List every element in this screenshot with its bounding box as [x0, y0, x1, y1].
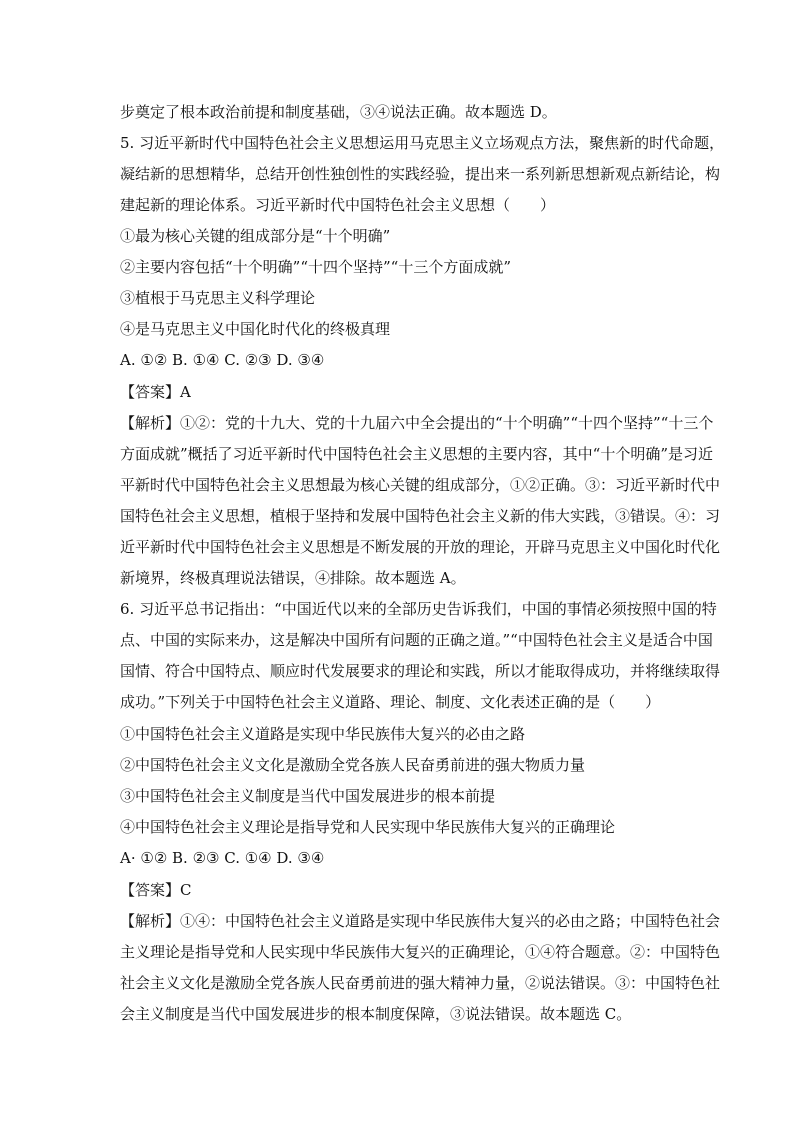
question-6-statement: ④中国特色社会主义理论是指导党和人民实现中华民族伟大复兴的正确理论 [120, 818, 616, 836]
question-6-analysis-line: 主义理论是指导党和人民实现中华民族伟大复兴的正确理论，①④符合题意。②：中国特色 [120, 943, 721, 961]
question-6-options: A· ①② B. ②③ C. ①④ D. ③④ [120, 849, 325, 867]
question-5-stem-line: 凝结新的思想精华，总结开创性独创性的实践经验，提出来一系列新思想新观点新结论，构 [120, 165, 721, 183]
question-5-analysis-line: 近平新时代中国特色社会主义思想是不断发展的开放的理论，开辟马克思主义中国化时代化 [120, 538, 721, 556]
question-5-statement: ④是马克思主义中国化时代化的终极真理 [120, 320, 391, 338]
question-5-analysis-line: 方面成就”概括了习近平新时代中国特色社会主义思想的主要内容，其中“十个明确”是习近 [120, 445, 714, 463]
question-5-options: A. ①② B. ①④ C. ②③ D. ③④ [120, 351, 325, 369]
question-6-stem-line: 点、中国的实际来办，这是解决中国所有问题的正确之道。”“中国特色社会主义是适合中国 [120, 631, 713, 649]
question-6-stem-line: 成功。”下列关于中国特色社会主义道路、理论、制度、文化表述正确的是（ ） [120, 693, 661, 711]
question-5-stem-line: 5. 习近平新时代中国特色社会主义思想运用马克思主义立场观点方法，聚焦新的时代命题， [120, 134, 725, 152]
question-5-analysis-line: 【解析】①②：党的十九大、党的十九届六中全会提出的“十个明确”“十四个坚持”“十三个 [120, 414, 714, 432]
question-6-analysis-line: 社会主义文化是激励全党各族人民奋勇前进的强大精神力量，②说法错误。③：中国特色社 [120, 974, 721, 992]
text-line: 步奠定了根本政治前提和制度基础，③④说法正确。故本题选 D。 [120, 103, 557, 121]
question-5-analysis-line: 平新时代中国特色社会主义思想最为核心关键的组成部分，①②正确。③：习近平新时代中 [120, 476, 721, 494]
question-5-answer: 【答案】A [120, 383, 191, 401]
question-6-analysis-line: 【解析】①④：中国特色社会主义道路是实现中华民族伟大复兴的必由之路；中国特色社会 [120, 912, 721, 930]
question-5-statement: ②主要内容包括“十个明确”“十四个坚持”“十三个方面成就” [120, 258, 512, 276]
question-5-analysis-line: 国特色社会主义思想，植根于坚持和发展中国特色社会主义新的伟大实践，③错误。④：习 [120, 507, 721, 525]
question-6-statement: ②中国特色社会主义文化是激励全党各族人民奋勇前进的强大物质力量 [120, 756, 586, 774]
question-6-analysis-line: 会主义制度是当代中国发展进步的根本制度保障，③说法错误。故本题选 C。 [120, 1005, 632, 1023]
question-5-stem-line: 建起新的理论体系。习近平新时代中国特色社会主义思想（ ） [120, 196, 556, 214]
question-6-stem-line: 国情、符合中国特点、顺应时代发展要求的理论和实践，所以才能取得成功，并将继续取得 [120, 662, 721, 680]
question-5-statement: ③植根于马克思主义科学理论 [120, 289, 316, 307]
question-5-statement: ①最为核心关键的组成部分是“十个明确” [120, 227, 391, 245]
question-6-statement: ①中国特色社会主义道路是实现中华民族伟大复兴的必由之路 [120, 725, 526, 743]
question-6-stem-line: 6. 习近平总书记指出：“中国近代以来的全部历史告诉我们，中国的事情必须按照中国的特 [120, 600, 717, 618]
question-6-statement: ③中国特色社会主义制度是当代中国发展进步的根本前提 [120, 787, 496, 805]
question-5-analysis-line: 新境界，终极真理说法错误，④排除。故本题选 A。 [120, 569, 466, 587]
question-6-answer: 【答案】C [120, 881, 192, 899]
